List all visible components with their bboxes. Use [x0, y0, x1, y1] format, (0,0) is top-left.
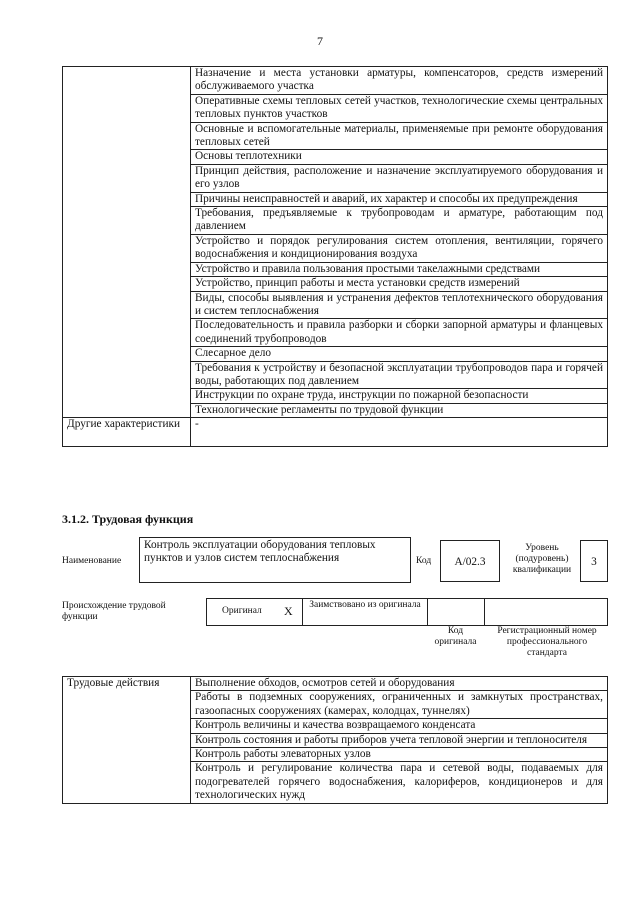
action-item: Выполнение обходов, осмотров сетей и оборудования — [191, 677, 608, 691]
function-name-value: Контроль эксплуатации оборудования тепловых пунктов и узлов систем теплоснабжения — [139, 537, 411, 583]
page-number: 7 — [317, 34, 323, 48]
action-item: Контроль состояния и работы приборов учета тепловой энергии и теплоносителя — [191, 733, 608, 747]
action-item: Контроль работы элеваторных узлов — [191, 748, 608, 762]
knowledge-item: Требования, предъявляемые к трубопроводам и арматуре, работающим под давлением — [191, 207, 608, 235]
action-item: Контроль и регулирование количества пара и сетевой воды, подаваемых для подогревателей горячего водоснабжения, калориферов, кондиционеров и для технологических нужд — [191, 762, 608, 803]
table-row — [63, 67, 608, 95]
actions-table — [62, 676, 608, 804]
knowledge-item: Причины неисправностей и аварий, их характер и способы их предупреждения — [191, 192, 608, 206]
knowledge-item: Устройство и порядок регулирования систем отопления, вентиляции, горячего водоснабжения и кондиционирования воздуха — [191, 234, 608, 262]
knowledge-item: Требования к устройству и безопасной эксплуатации трубопроводов пара и горячей воды, работающих под давлением — [191, 361, 608, 389]
level-value: 3 — [580, 540, 608, 582]
knowledge-item: Устройство и правила пользования простыми такелажными средствами — [191, 262, 608, 276]
other-characteristics-value: - — [191, 418, 608, 447]
actions-label: Трудовые действия — [63, 677, 191, 804]
origin-divider-2 — [427, 598, 428, 626]
knowledge-label-cell — [63, 67, 191, 418]
section-title: 3.1.2. Трудовая функция — [62, 512, 194, 526]
table-row — [63, 677, 608, 691]
knowledge-item: Виды, способы выявления и устранения дефектов теплотехнического оборудования и систем теплоснабжения — [191, 291, 608, 319]
knowledge-item: Технологические регламенты по трудовой функции — [191, 403, 608, 417]
registration-number-caption: Регистрационный номер профессионального стандарта — [497, 626, 597, 658]
code-original-caption: Код оригинала — [434, 626, 477, 647]
knowledge-item: Слесарное дело — [191, 347, 608, 361]
original-label: Оригинал — [222, 606, 262, 616]
knowledge-item: Оперативные схемы тепловых сетей участков, технологические схемы центральных тепловых пунктов участков — [191, 94, 608, 122]
knowledge-item: Основные и вспомогательные материалы, применяемые при ремонте оборудования тепловых сетей — [191, 122, 608, 150]
knowledge-item: Инструкции по охране труда, инструкции по пожарной безопасности — [191, 389, 608, 403]
level-label: Уровень (подуровень) квалификации — [512, 543, 572, 575]
table-row — [63, 418, 608, 447]
borrowed-label: Заимствовано из оригинала — [309, 600, 421, 610]
code-value: A/02.3 — [440, 540, 500, 582]
original-mark: X — [284, 604, 293, 618]
action-item: Контроль величины и качества возвращаемого конденсата — [191, 719, 608, 733]
origin-label: Происхождение трудовой функции — [62, 601, 166, 622]
knowledge-item: Назначение и места установки арматуры, компенсаторов, средств измерений обслуживаемого участка — [191, 67, 608, 95]
action-item: Работы в подземных сооружениях, ограниченных и замкнутых пространствах, газоопасных сооружениях (камерах, колодцах, туннелях) — [191, 691, 608, 719]
knowledge-table — [62, 66, 608, 447]
origin-divider-1 — [302, 598, 303, 626]
knowledge-item: Последовательность и правила разборки и сборки запорной арматуры и фланцевых соединений трубопроводов — [191, 319, 608, 347]
code-label: Код — [416, 556, 432, 566]
origin-divider-3 — [484, 598, 485, 626]
knowledge-item: Устройство, принцип работы и места установки средств измерений — [191, 277, 608, 291]
other-characteristics-label: Другие характеристики — [63, 418, 191, 447]
name-label: Наименование — [62, 556, 122, 566]
knowledge-item: Основы теплотехники — [191, 150, 608, 164]
knowledge-item: Принцип действия, расположение и назначение эксплуатируемого оборудования и его узлов — [191, 164, 608, 192]
